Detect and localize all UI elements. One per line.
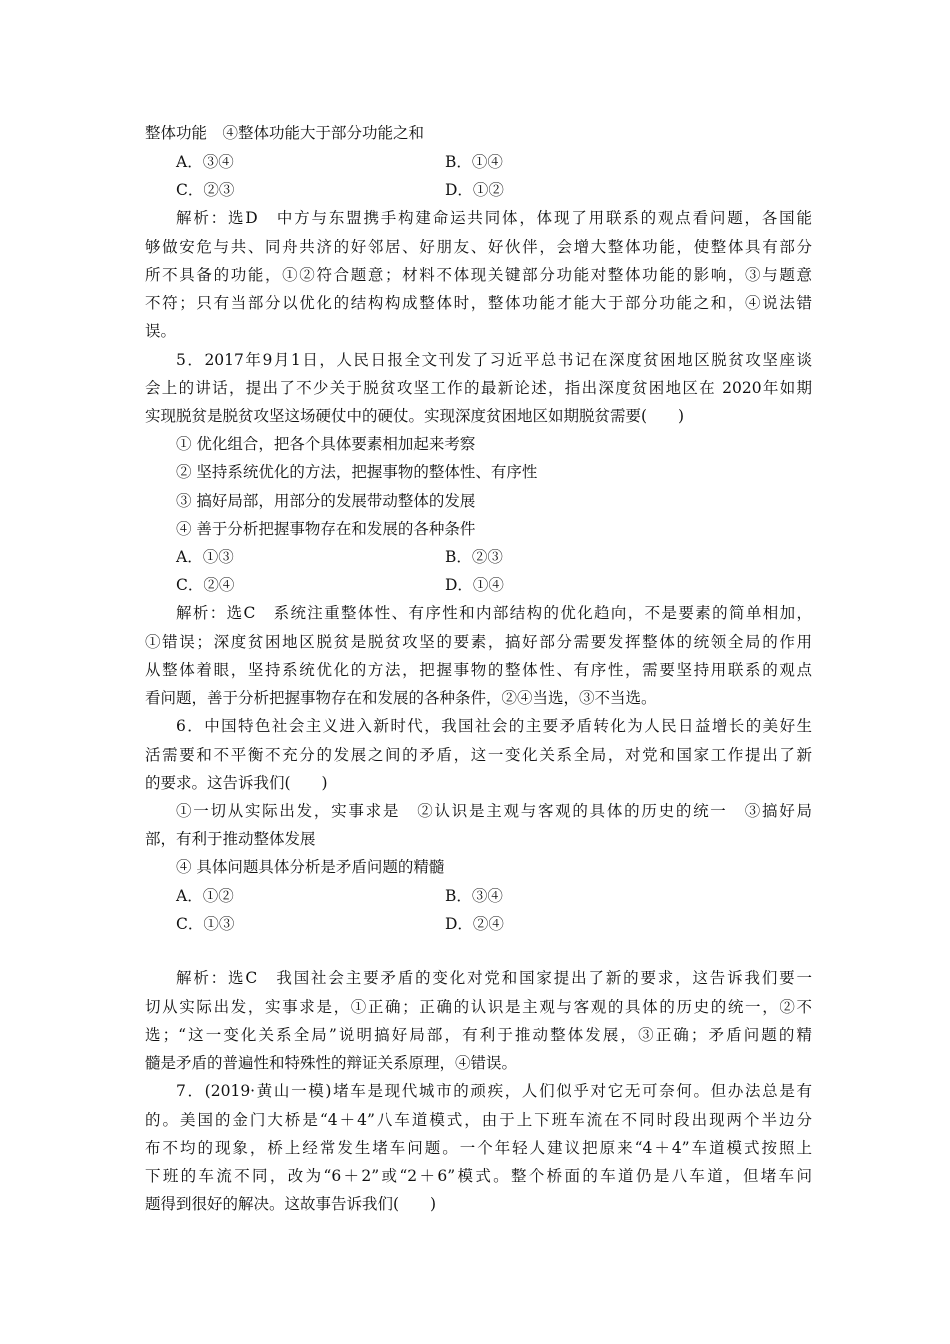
q6-analysis-line: 髓是矛盾的普遍性和特殊性的辩证关系原理，④错误。 <box>145 1054 518 1072</box>
q5-statement: ① 优化组合，把各个具体要素相加起来考察 <box>176 435 476 453</box>
q7-stem-line: 的。美国的金门大桥是“4＋4”八车道模式，由于上下班车流在不同时段出现两个半边分 <box>145 1111 812 1129</box>
q5-analysis-line: 解析：选C 系统注重整体性、有序性和内部结构的优化趋向，不是要素的简单相加， <box>176 604 812 622</box>
q4-option-c: C．②③ <box>176 181 235 199</box>
q5-statement: ③ 搞好局部，用部分的发展带动整体的发展 <box>176 492 476 510</box>
q5-option-a: A．①③ <box>176 548 234 566</box>
q6-option-c: C．①③ <box>176 915 235 933</box>
q4-option-b: B．①④ <box>445 153 503 171</box>
q6-statement: 部，有利于推动整体发展 <box>145 830 316 848</box>
q4-analysis-line: 解析：选D 中方与东盟携手构建命运共同体，体现了用联系的观点看问题，各国能 <box>176 209 812 227</box>
q5-stem-line: 会上的讲话，提出了不少关于脱贫攻坚工作的最新论述，指出深度贫困地区在 2020年如期 <box>145 379 812 397</box>
q5-stem-line: 实现脱贫是脱贫攻坚这场硬仗中的硬仗。实现深度贫困地区如期脱贫需要( ) <box>145 407 685 425</box>
q4-option-d: D．①② <box>445 181 504 199</box>
q4-analysis-line: 误。 <box>145 322 177 340</box>
q5-statement: ④ 善于分析把握事物存在和发展的各种条件 <box>176 520 476 538</box>
q7-stem-line: 7．(2019·黄山一模)堵车是现代城市的顽疾，人们似乎对它无可奈何。但办法总是有 <box>176 1082 812 1100</box>
q4-analysis-line: 够做安危与共、同舟共济的好邻居、好朋友、好伙伴，会增大整体功能，使整体具有部分 <box>145 238 812 256</box>
q7-stem-line: 布不均的现象，桥上经常发生堵车问题。一个年轻人建议把原来“4＋4”车道模式按照上 <box>145 1139 812 1157</box>
q6-statement: ①一切从实际出发，实事求是 ②认识是主观与客观的具体的历史的统一 ③搞好局 <box>176 802 812 820</box>
q4-analysis-line: 所不具备的功能，①②符合题意；材料不体现关键部分功能对整体功能的影响，③与题意 <box>145 266 812 284</box>
q5-option-c: C．②④ <box>176 576 235 594</box>
q6-statement: ④ 具体问题具体分析是矛盾问题的精髓 <box>176 858 445 876</box>
q5-option-d: D．①④ <box>445 576 504 594</box>
q5-statement: ② 坚持系统优化的方法，把握事物的整体性、有序性 <box>176 463 538 481</box>
q6-option-b: B．③④ <box>445 887 503 905</box>
q4-analysis-line: 不符；只有当部分以优化的结构构成整体时，整体功能才能大于部分功能之和，④说法错 <box>145 294 812 312</box>
q5-analysis-line: 从整体着眼，坚持系统优化的方法，把握事物的整体性、有序性，需要坚持用联系的观点 <box>145 661 812 679</box>
q6-option-a: A．①② <box>176 887 234 905</box>
q6-analysis-line: 选；“这一变化关系全局”说明搞好局部，有利于推动整体发展，③正确；矛盾问题的精 <box>145 1026 812 1044</box>
q7-stem-line: 题得到很好的解决。这故事告诉我们( ) <box>145 1195 437 1213</box>
q6-stem-line: 6．中国特色社会主义进入新时代，我国社会的主要矛盾转化为人民日益增长的美好生 <box>176 717 812 735</box>
q6-analysis-line: 解析：选C 我国社会主要矛盾的变化对党和国家提出了新的要求，这告诉我们要一 <box>176 969 812 987</box>
q5-analysis-line: 看问题，善于分析把握事物存在和发展的各种条件，②④当选，③不当选。 <box>145 689 657 707</box>
q7-stem-line: 下班的车流不同，改为“6＋2”或“2＋6”模式。整个桥面的车道仍是八车道，但堵车问 <box>145 1167 812 1185</box>
q6-stem-line: 活需要和不平衡不充分的发展之间的矛盾，这一变化关系全局，对党和国家工作提出了新 <box>145 746 812 764</box>
q5-analysis-line: ①错误；深度贫困地区脱贫是脱贫攻坚的要素，搞好部分需要发挥整体的统领全局的作用 <box>145 633 812 651</box>
q6-option-d: D．②④ <box>445 915 504 933</box>
q6-analysis-line: 切从实际出发，实事求是，①正确；正确的认识是主观与客观的具体的历史的统一，②不 <box>145 998 812 1016</box>
q4-stem-end: 整体功能 ④整体功能大于部分功能之和 <box>145 124 425 142</box>
q4-option-a: A．③④ <box>176 153 234 171</box>
q6-stem-line: 的要求。这告诉我们( ) <box>145 774 328 792</box>
q5-stem-line: 5．2017年9月1日，人民日报全文刊发了习近平总书记在深度贫困地区脱贫攻坚座谈 <box>176 351 812 369</box>
q5-option-b: B．②③ <box>445 548 503 566</box>
